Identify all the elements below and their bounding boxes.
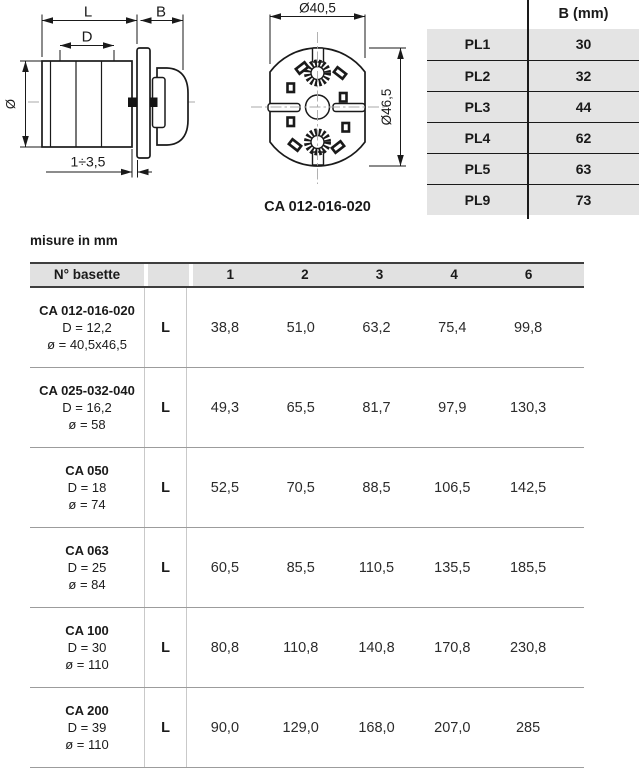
- model-d: D = 39: [67, 720, 107, 735]
- value-cell: 49,3: [210, 399, 240, 416]
- dim-outer-diameter-label: Ø46,5: [379, 88, 394, 126]
- dimension-panel-gap: [46, 149, 152, 178]
- b-table-header-label: B (mm): [558, 6, 609, 22]
- value-cell: 230,8: [509, 639, 547, 656]
- value-cell: 65,5: [286, 399, 315, 416]
- value-cell: 80,8: [210, 639, 240, 656]
- model-diameter: ø = 110: [65, 737, 109, 752]
- column-header-4: 4: [450, 267, 458, 282]
- dimension-D: [60, 29, 114, 62]
- value-cell: 142,5: [509, 479, 547, 496]
- drawing-caption: CA 012-016-020: [264, 199, 371, 215]
- table-header-row: [30, 262, 584, 288]
- pl-label: PL1: [464, 36, 491, 52]
- front-view-drawing: [235, 0, 420, 222]
- value-cell: 60,5: [210, 559, 240, 576]
- model-d: D = 12,2: [62, 320, 112, 335]
- pl-value: 32: [575, 68, 592, 84]
- pl-label: PL3: [464, 99, 491, 115]
- table-row: [427, 122, 639, 153]
- value-cell: 168,0: [358, 719, 395, 736]
- value-cell: 81,7: [362, 399, 391, 416]
- pl-value: 63: [575, 161, 592, 177]
- pl-value: 44: [575, 99, 592, 115]
- value-cell: 110,8: [283, 639, 319, 656]
- value-cell: 63,2: [362, 319, 391, 336]
- dim-D-label: D: [81, 28, 93, 46]
- table-row: [30, 528, 584, 608]
- value-cell: 97,9: [438, 399, 467, 416]
- pl-value: 62: [575, 130, 592, 146]
- b-table-header: [427, 0, 639, 29]
- value-cell: 170,8: [434, 639, 471, 656]
- dim-diameter-label: Ø: [3, 98, 18, 110]
- b-dimension-table: [427, 0, 639, 219]
- column-header-l: [148, 264, 189, 286]
- table-row: [30, 688, 584, 768]
- dim-B-label: B: [155, 3, 167, 21]
- value-cell: 88,5: [362, 479, 391, 496]
- dim-panel-gap-label: 1÷3,5: [70, 153, 106, 170]
- units-note: misure in mm: [30, 233, 118, 248]
- l-cell: L: [144, 288, 187, 367]
- value-cell: 140,8: [358, 639, 395, 656]
- column-header-3: 3: [375, 267, 384, 282]
- side-view-drawing: [0, 0, 225, 215]
- table-row: [30, 288, 584, 368]
- model-d: D = 30: [67, 640, 107, 655]
- value-cell: 38,8: [210, 319, 240, 336]
- model-name: CA 012-016-020: [39, 303, 135, 318]
- model-d: D = 16,2: [62, 400, 112, 415]
- value-cell: 70,5: [286, 479, 315, 496]
- value-cell: 207,0: [434, 719, 471, 736]
- front-plate: [137, 48, 150, 158]
- value-cell: 99,8: [513, 319, 543, 336]
- value-cell: 52,5: [210, 479, 240, 496]
- pl-value: 30: [575, 36, 592, 52]
- model-diameter: ø = 110: [65, 657, 109, 672]
- model-d: D = 18: [67, 480, 107, 495]
- column-header-basette: N° basette: [53, 267, 121, 282]
- l-cell: L: [144, 608, 187, 687]
- dim-L-label: L: [83, 3, 93, 21]
- dimensions-table: [30, 262, 584, 768]
- value-cell: 106,5: [434, 479, 471, 496]
- l-cell: L: [144, 368, 187, 447]
- table-row: [427, 184, 639, 215]
- model-name: CA 063: [65, 543, 109, 558]
- model-name: CA 025-032-040: [39, 383, 135, 398]
- value-cell: 75,4: [438, 319, 467, 336]
- value-cell: 135,5: [434, 559, 471, 576]
- table-row: [427, 29, 639, 60]
- pl-label: PL5: [464, 161, 491, 177]
- l-cell: L: [144, 528, 187, 607]
- value-cell: 130,3: [509, 399, 547, 416]
- switch-body: [42, 61, 132, 147]
- model-name: CA 200: [65, 703, 109, 718]
- pl-label: PL9: [464, 192, 491, 208]
- l-cell: L: [144, 448, 187, 527]
- model-d: D = 25: [67, 560, 107, 575]
- pl-label: PL4: [464, 130, 491, 146]
- model-name: CA 050: [65, 463, 109, 478]
- value-cell: 129,0: [282, 719, 319, 736]
- value-cell: 90,0: [210, 719, 240, 736]
- l-cell: L: [144, 688, 187, 767]
- value-cell: 85,5: [286, 559, 315, 576]
- dim-across-flats-label: Ø40,5: [299, 0, 336, 16]
- table-row: [427, 60, 639, 91]
- value-cell: 110,5: [358, 559, 395, 576]
- dimension-diameter: [3, 61, 42, 147]
- model-diameter: ø = 40,5x46,5: [47, 337, 127, 352]
- table-row: [30, 608, 584, 688]
- model-diameter: ø = 84: [68, 577, 106, 592]
- pl-label: PL2: [464, 68, 491, 84]
- table-row: [427, 153, 639, 184]
- value-cell: 285: [515, 719, 541, 736]
- column-header-2: 2: [301, 267, 309, 282]
- value-cell: 185,5: [509, 559, 547, 576]
- pl-value: 73: [575, 192, 592, 208]
- model-name: CA 100: [65, 623, 109, 638]
- table-row: [30, 448, 584, 528]
- column-divider: [527, 0, 529, 219]
- table-row: [30, 368, 584, 448]
- model-diameter: ø = 74: [68, 497, 106, 512]
- value-cell: 51,0: [286, 319, 315, 336]
- column-header-1: 1: [226, 267, 235, 282]
- column-header-6: 6: [524, 267, 533, 282]
- model-diameter: ø = 58: [68, 417, 106, 432]
- table-row: [427, 91, 639, 122]
